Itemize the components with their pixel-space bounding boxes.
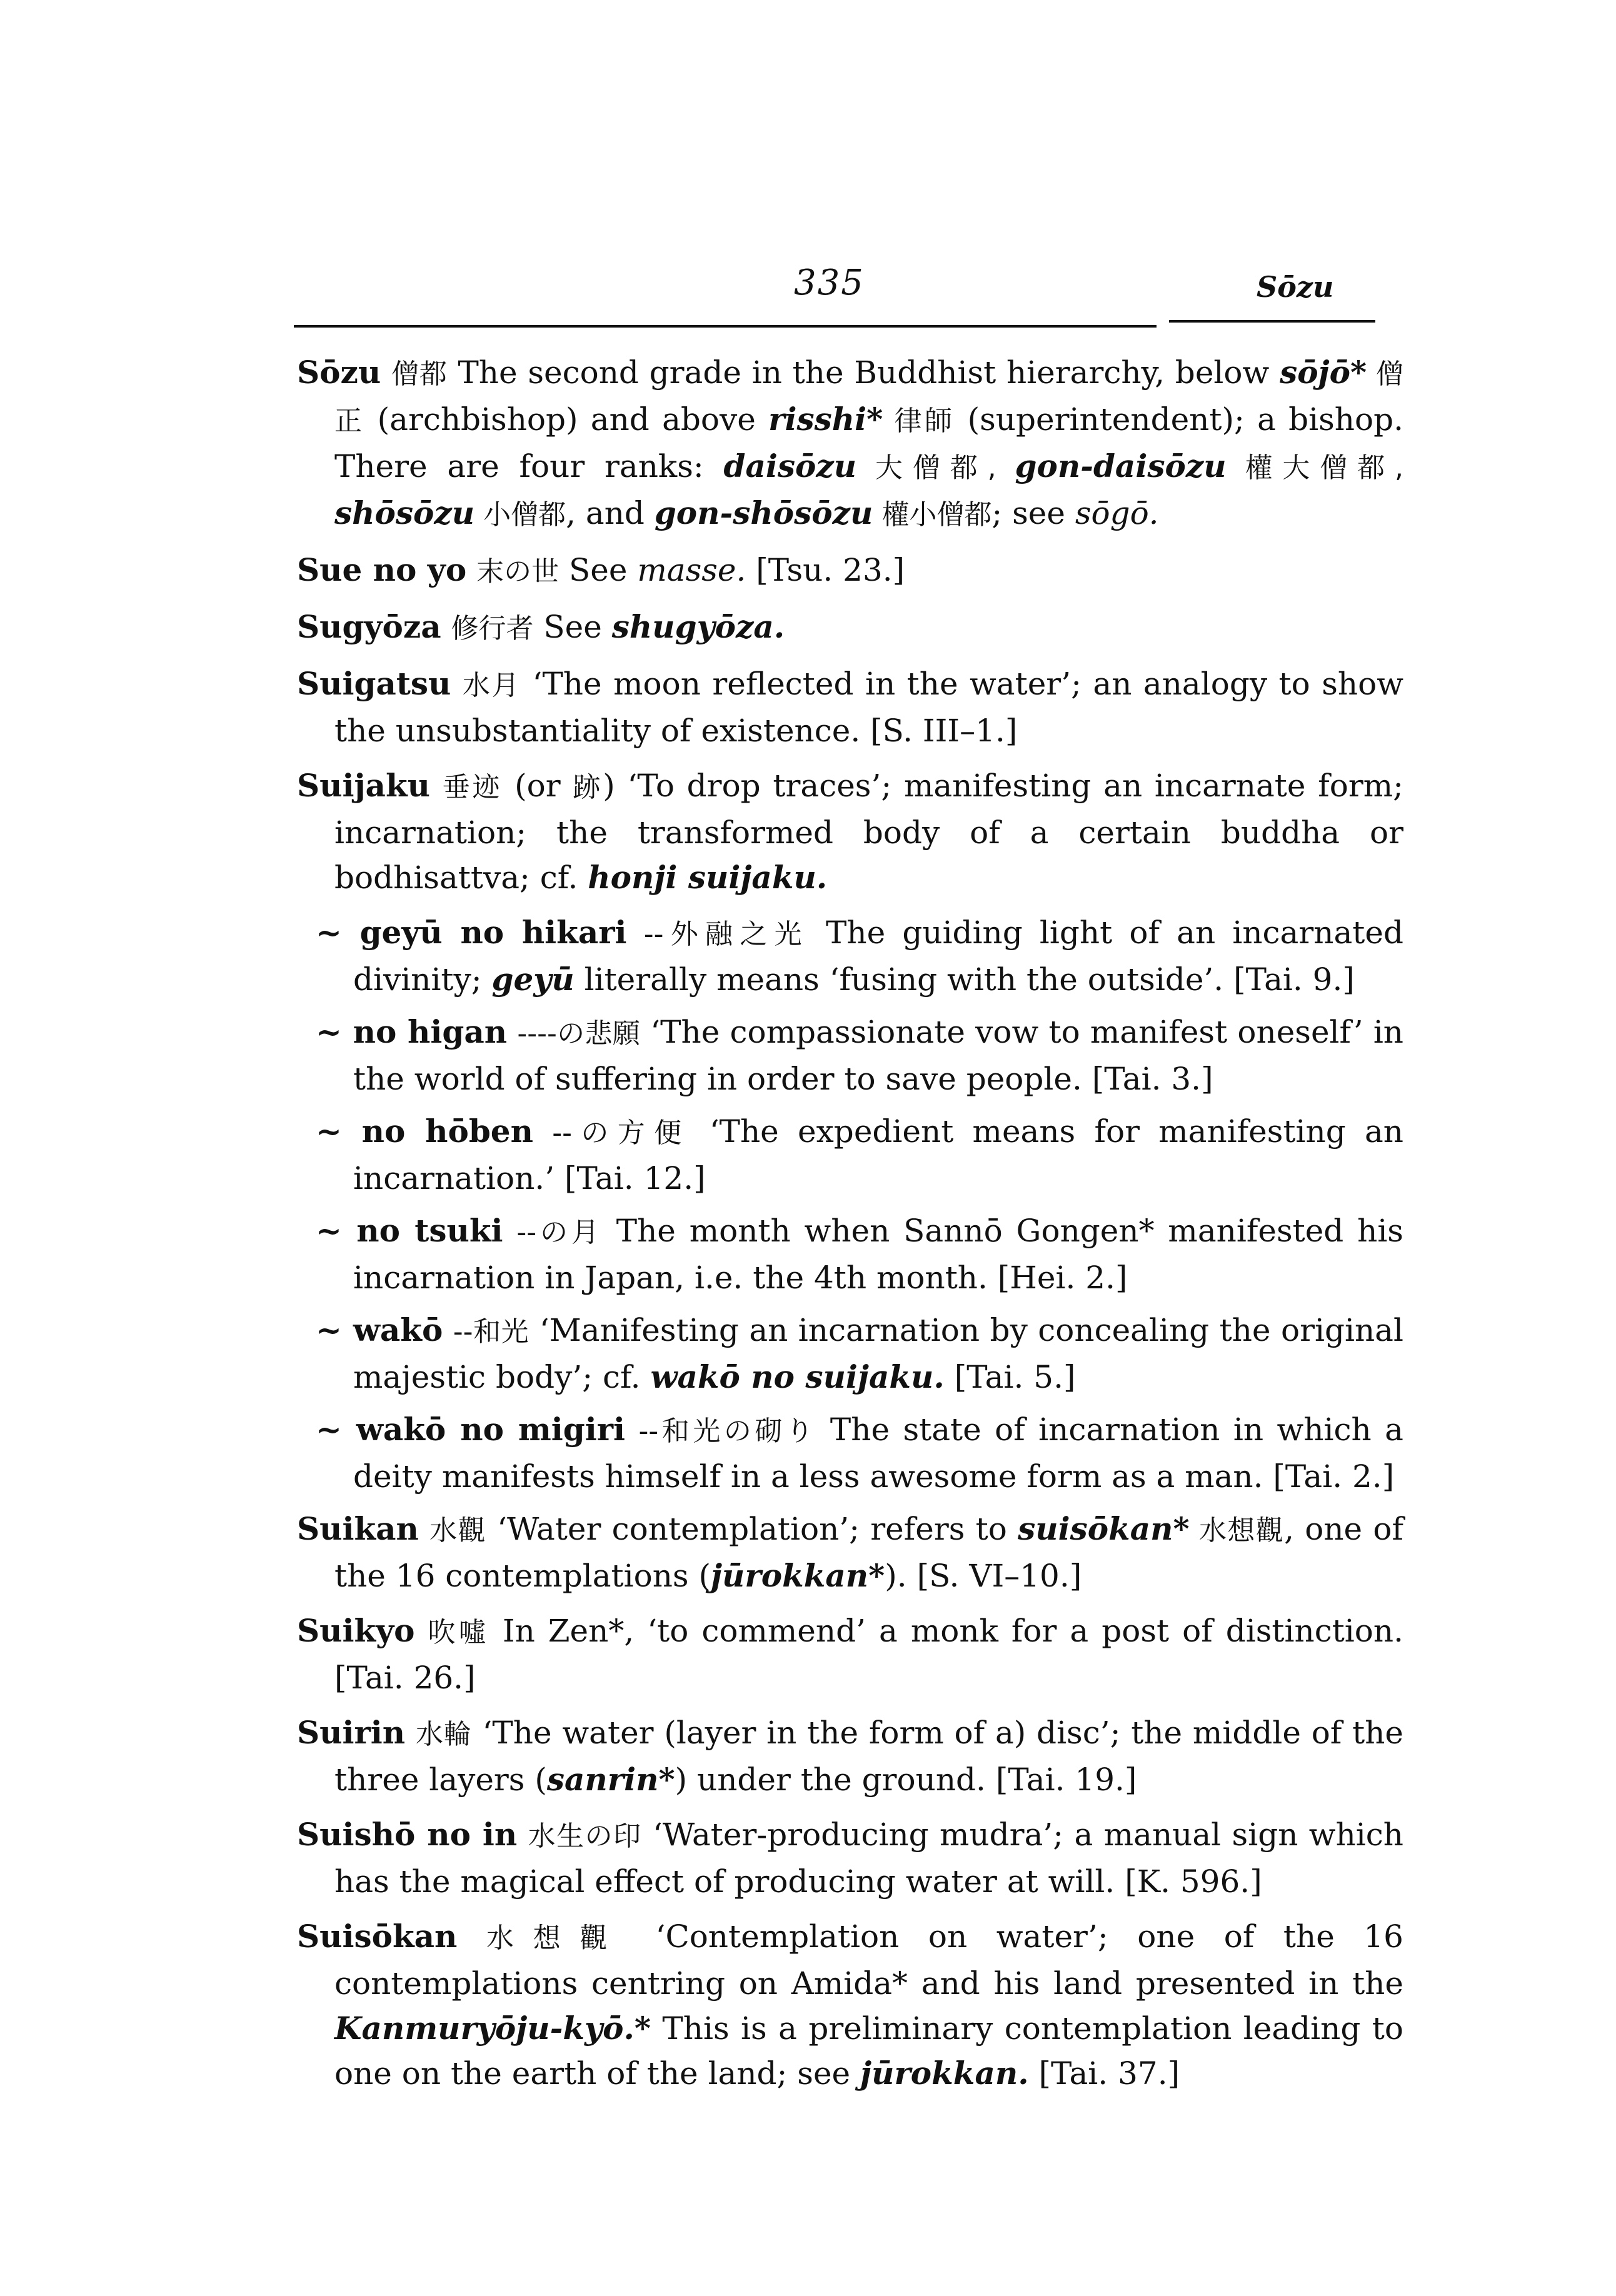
headword: ~ geyū no hikari	[316, 914, 627, 951]
term-romaji: sanrin*	[546, 1761, 675, 1798]
definition-text: ‘The expedient means for manifesting an incarnation.’	[353, 1113, 1403, 1196]
headword: Suikyo	[297, 1612, 415, 1649]
header-rule-left	[294, 325, 1157, 328]
term-kanji: 小僧都	[474, 499, 566, 531]
headword: ~ no tsuki	[316, 1212, 503, 1249]
kanji: --の月	[516, 1216, 603, 1248]
term-kanji: 水想觀	[1189, 1515, 1285, 1547]
kanji: 水觀	[429, 1515, 486, 1547]
running-head: Sōzu	[1257, 270, 1334, 304]
kanji: 水月	[462, 669, 521, 701]
definition-text: In Zen*, ‘to commend’ a monk for a post of distinction.	[489, 1613, 1403, 1649]
source-reference: [S. III–1.]	[860, 713, 1018, 749]
source-reference: [Tai. 37.]	[1028, 2055, 1180, 2092]
entry-suisho-no-in	[297, 1812, 1403, 1904]
kanji: --和光	[453, 1316, 529, 1348]
kanji: --和光の砌り	[638, 1415, 817, 1447]
subentry-wako-no-migiri	[316, 1407, 1403, 1499]
subentry-geyu-no-hikari	[316, 910, 1403, 1002]
page-number: 335	[794, 263, 865, 303]
term-romaji: sōjō*	[1280, 354, 1367, 391]
headword: ~ no hōben	[316, 1113, 533, 1150]
entry-sugyoza	[297, 604, 1403, 651]
entry-suigatsu	[297, 661, 1403, 753]
definition-text: The month when Sannō Gongen* manifested his incarnation in Japan, i.e. the 4th month.	[353, 1213, 1403, 1296]
term-kanji: 權大僧都,	[1226, 452, 1403, 484]
definition-text: This is a preliminary contemplation leading to one on the earth of the land; see	[334, 2010, 1403, 2092]
term-romaji: gon-shōsōzu	[654, 494, 873, 531]
kanji: --の方便	[552, 1117, 691, 1149]
subentry-no-higan	[316, 1010, 1403, 1101]
definition-text: literally means ‘fusing with the outside’.	[574, 961, 1224, 998]
source-reference: [K. 596.]	[1115, 1863, 1262, 1900]
definition-text: ‘The compassionate vow to manifest oneself’ in the world of suffering in order to save people.	[353, 1014, 1404, 1097]
term-romaji: daisōzu	[723, 448, 857, 484]
kanji: 水輪	[415, 1718, 472, 1750]
kanji: 水生の印	[528, 1820, 642, 1852]
cross-reference: sōgō.	[1075, 495, 1159, 531]
definition-text: (archbishop) and above	[364, 401, 769, 438]
source-reference: [Tai. 9.]	[1223, 961, 1355, 998]
cross-reference: masse.	[637, 552, 746, 588]
kanji: 修行者	[451, 613, 534, 644]
definition-text: ) ‘To drop traces’; manifesting an incarnate form; incarnation; the transformed body of a certain buddha or bodhisattva; cf.	[334, 768, 1403, 896]
source-reference: [Tai. 12.]	[555, 1160, 706, 1196]
entry-sozu	[297, 350, 1403, 538]
headword: Suikan	[297, 1510, 419, 1547]
headword: Sōzu	[297, 354, 381, 391]
definition-text: The guiding light of an incarnated divinity;	[353, 915, 1403, 998]
entry-suikan	[297, 1506, 1403, 1598]
cross-reference: jūrokkan.	[860, 2055, 1029, 2092]
definition-text: ‘Manifesting an incarnation by concealing the original majestic body’; cf.	[353, 1312, 1403, 1395]
subentry-no-tsuki	[316, 1208, 1403, 1300]
headword: ~ no higan	[316, 1013, 508, 1050]
definition-text: ) under the ground.	[675, 1762, 986, 1798]
kanji: ----の悲願	[517, 1018, 641, 1050]
headword: Suirin	[297, 1714, 406, 1751]
source-reference: [Tsu. 23.]	[746, 552, 905, 588]
headword: Suisōkan	[297, 1918, 458, 1955]
definition-text: , and	[566, 495, 655, 531]
term-romaji: geyū	[491, 961, 575, 998]
kanji: 吹噓	[428, 1617, 489, 1648]
source-reference: [Hei. 2.]	[987, 1260, 1128, 1296]
term-kanji: 大僧都,	[856, 452, 1015, 484]
headword: Suijaku	[297, 767, 430, 804]
definition-text: See	[559, 552, 638, 588]
cross-reference: shugyōza.	[611, 608, 785, 645]
entry-sue-no-yo	[297, 548, 1403, 594]
kanji: 垂迹	[442, 771, 503, 803]
definition-text: (or	[502, 768, 573, 804]
header-rule-right	[1169, 320, 1375, 323]
term-kanji: 僧正	[334, 358, 1403, 437]
subentry-no-hoben	[316, 1109, 1403, 1201]
definition-text: (superintendent); a bishop. There are four ranks:	[334, 401, 1404, 484]
definition-text: ; see	[991, 495, 1075, 531]
headword: Suigatsu	[297, 665, 451, 702]
entry-suijaku	[297, 763, 1403, 900]
term-kanji: 權小僧都	[873, 499, 992, 531]
kanji: 僧都	[391, 358, 448, 390]
definition-text: ‘Contemplation on water’; one of the 16 contemplations centring on Amida* and his land presented in the	[334, 1918, 1403, 2002]
headword: ~ wakō	[316, 1311, 443, 1348]
source-reference: [Tai. 2.]	[1263, 1458, 1395, 1495]
headword: Suishō no in	[297, 1816, 518, 1853]
definition-text: , one of the 16 contemplations (	[334, 1511, 1403, 1594]
term-romaji: shōsōzu	[334, 494, 475, 531]
source-reference: [Tai. 5.]	[944, 1359, 1076, 1395]
cross-reference: honji suijaku.	[588, 859, 828, 896]
source-reference: [Tai. 3.]	[1082, 1061, 1213, 1097]
definition-text: The state of incarnation in which a deity manifests himself in a less awesome form as a man.	[353, 1411, 1403, 1495]
entry-suirin	[297, 1710, 1403, 1802]
term-romaji: risshi*	[768, 401, 883, 438]
dictionary-entries	[297, 350, 1403, 2106]
headword: Sugyōza	[297, 608, 441, 645]
kanji: --外融之光	[643, 918, 809, 950]
term-romaji: suisōkan*	[1018, 1510, 1190, 1547]
headword: Sue no yo	[297, 551, 467, 588]
source-reference: [S. VI–10.]	[906, 1558, 1082, 1594]
definition-text: ‘Water-producing mudra’; a manual sign which has the magical effect of producing water at will.	[334, 1817, 1404, 1900]
entry-suikyo	[297, 1608, 1403, 1700]
definition-text: ‘The water (layer in the form of a) disc’; the middle of the three layers (	[334, 1715, 1403, 1798]
headword: ~ wakō no migiri	[316, 1411, 626, 1448]
definition-text: ‘Water contemplation’; refers to	[486, 1511, 1018, 1547]
term-kanji: 跡	[573, 771, 603, 803]
definition-text: See	[533, 609, 612, 645]
term-romaji: gon-daisōzu	[1015, 448, 1227, 484]
subentry-wako	[316, 1308, 1403, 1400]
entry-suisokan	[297, 1914, 1403, 2096]
kanji: 水想觀	[486, 1922, 626, 1954]
term-romaji: Kanmuryōju-kyō.*	[334, 2010, 651, 2047]
source-reference: [Tai. 19.]	[985, 1762, 1137, 1798]
term-romaji: jūrokkan*	[710, 1557, 885, 1594]
term-kanji: 律師	[883, 405, 955, 437]
cross-reference: wakō no suijaku.	[650, 1358, 945, 1395]
definition-text: The second grade in the Buddhist hierarchy, below	[447, 354, 1280, 391]
source-reference: [Tai. 26.]	[334, 1660, 476, 1696]
definition-text: ).	[885, 1558, 907, 1594]
kanji: 末の世	[476, 556, 560, 588]
definition-text: ‘The moon reflected in the water’; an analogy to show the unsubstantiality of existence.	[334, 666, 1403, 749]
